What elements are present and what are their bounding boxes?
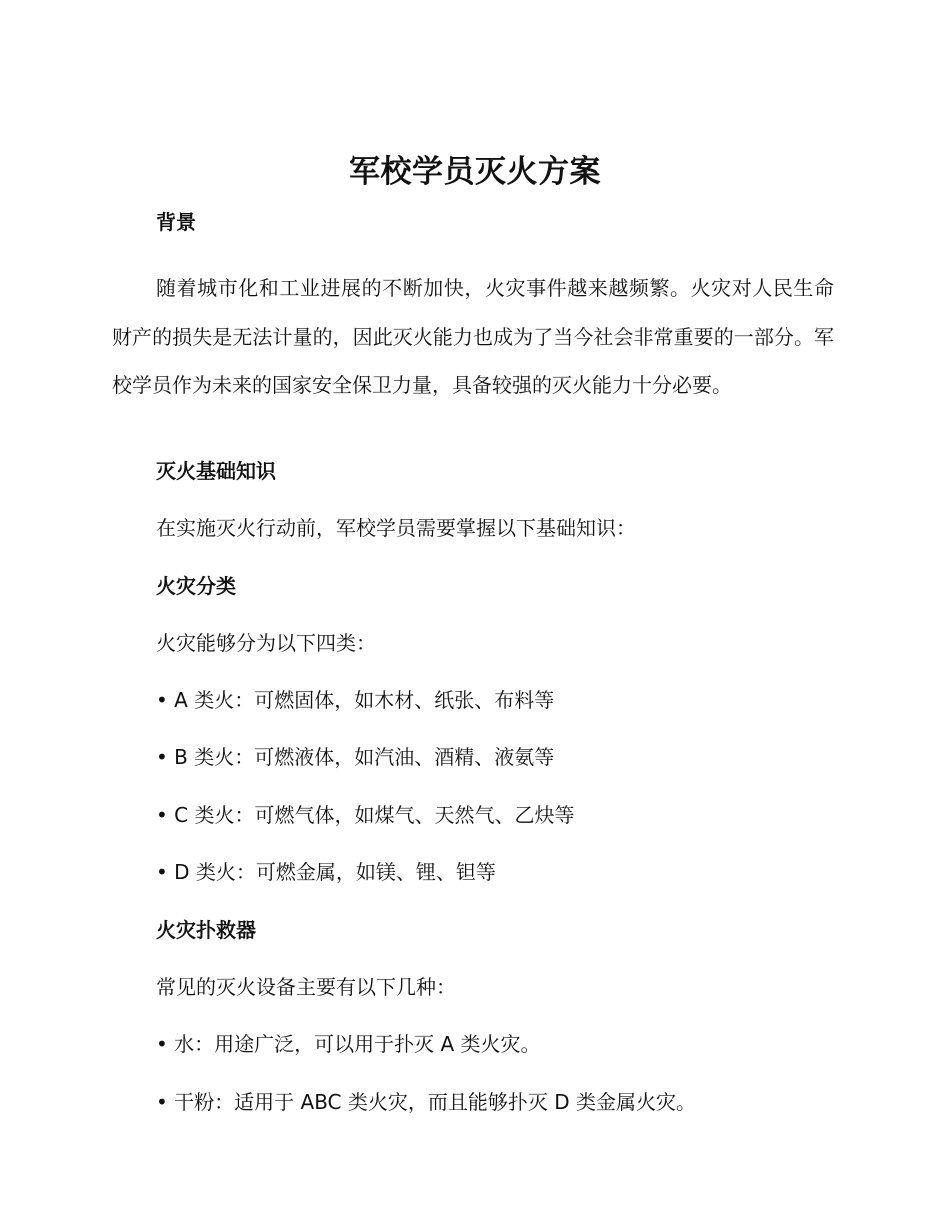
- extinguishers-intro: 常见的灭火设备主要有以下几种：: [156, 975, 456, 999]
- list-item-class-d: • D 类火：可燃金属，如镁、锂、钽等: [156, 860, 496, 884]
- list-item-class-c: • C 类火：可燃气体，如煤气、天然气、乙炔等: [156, 803, 575, 827]
- document-title: 军校学员灭火方案: [349, 154, 601, 190]
- fire-classes-intro: 火灾能够分为以下四类：: [156, 631, 376, 655]
- section-heading-extinguishers: 火灾扑救器: [156, 918, 256, 942]
- section-heading-basics: 灭火基础知识: [156, 459, 276, 483]
- list-item-water: • 水：用途广泛，可以用于扑灭 A 类火灾。: [156, 1032, 541, 1056]
- background-paragraph: 随着城市化和工业进展的不断加快，火灾事件越来越频繁。火灾对人民生命财产的损失是无法计量的，因此灭火能力也成为了当今社会非常重要的一部分。军校学员作为未来的国家安全保卫力量，具备较强的灭火能力十分必要。: [112, 276, 834, 397]
- section-heading-background: 背景: [156, 210, 196, 234]
- list-item-dry-powder: • 干粉：适用于 ABC 类火灾，而且能够扑灭 D 类金属火灾。: [156, 1090, 696, 1114]
- basics-intro: 在实施灭火行动前，军校学员需要掌握以下基础知识：: [156, 516, 636, 540]
- list-item-class-b: • B 类火：可燃液体，如汽油、酒精、液氨等: [156, 745, 555, 769]
- list-item-class-a: • A 类火：可燃固体，如木材、纸张、布料等: [156, 688, 555, 712]
- section-heading-fire-classes: 火灾分类: [156, 574, 236, 598]
